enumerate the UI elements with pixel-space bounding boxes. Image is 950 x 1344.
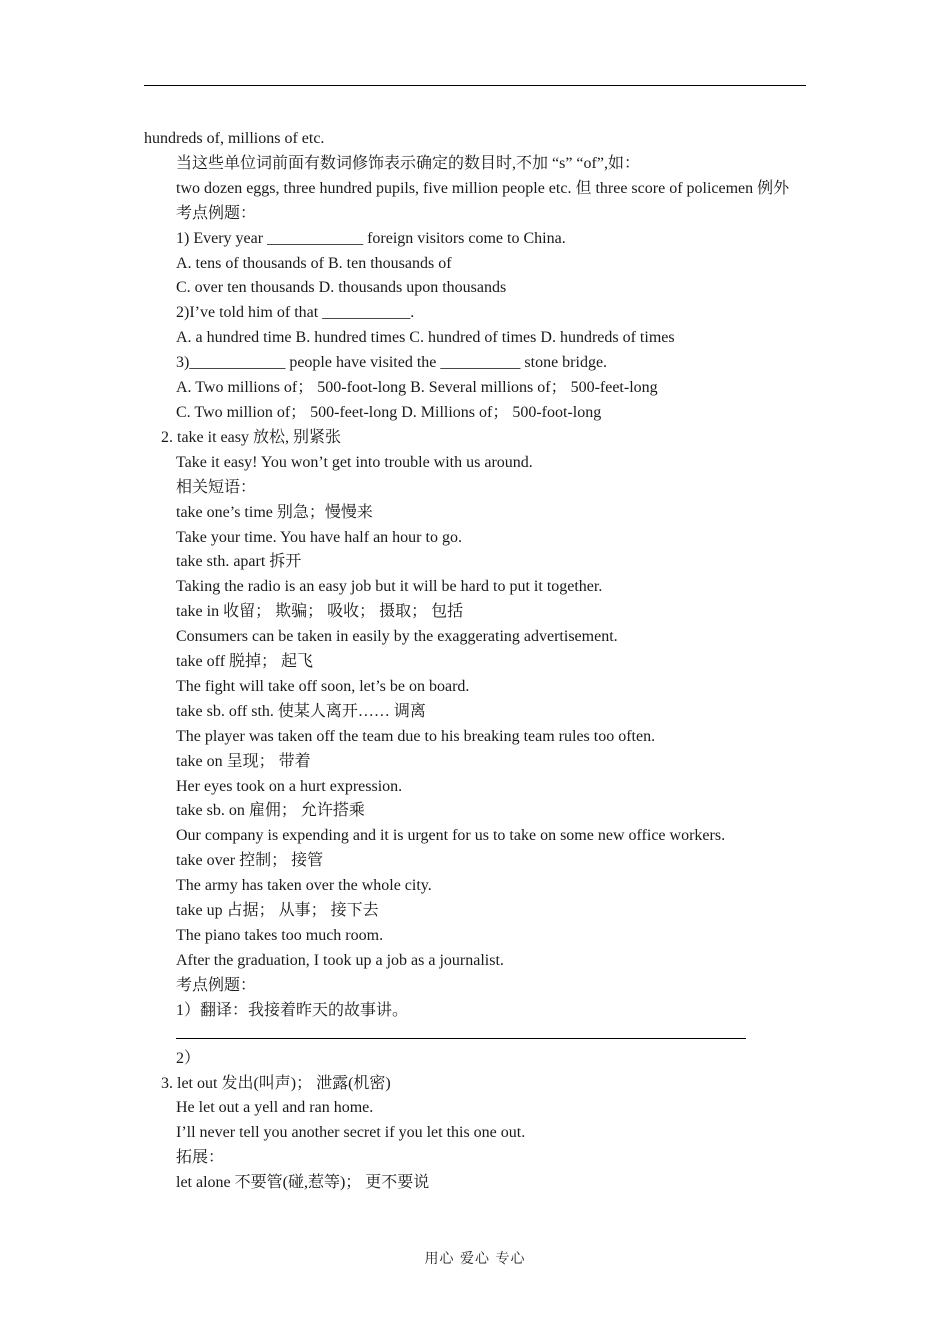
- example-sentence: Taking the radio is an easy job but it will be hard to put it together.: [176, 578, 603, 596]
- answer-options: A. a hundred time B. hundred times C. hundred of times D. hundreds of times: [176, 329, 675, 347]
- section-heading: 相关短语：: [176, 478, 257, 496]
- document-body: [144, 127, 808, 1196]
- phrase-entry: take sb. on 雇佣； 允许搭乘: [176, 802, 365, 820]
- answer-options: C. over ten thousands D. thousands upon thousands: [176, 279, 507, 297]
- example-sentence: Consumers can be taken in easily by the exaggerating advertisement.: [176, 628, 618, 646]
- question-text: 1）翻译：我接着昨天的故事讲。: [176, 1001, 409, 1019]
- text-line: hundreds of, millions of etc.: [144, 130, 325, 147]
- answer-blank-line: [176, 1024, 746, 1039]
- example-sentence: After the graduation, I took up a job as a journalist.: [176, 951, 504, 969]
- example-sentence: Take it easy! You won’t get into trouble with us around.: [176, 453, 533, 471]
- example-sentence: Our company is expending and it is urgent for us to take on some new office workers.: [176, 827, 726, 845]
- section-heading: 拓展：: [176, 1149, 225, 1167]
- header-rule: [144, 85, 806, 86]
- example-sentence: Her eyes took on a hurt expression.: [176, 777, 403, 795]
- example-sentence: Take your time. You have half an hour to go.: [176, 528, 462, 546]
- numbered-heading: 3. let out 发出(叫声)； 泄露(机密): [161, 1074, 391, 1092]
- section-heading: 考点例题：: [176, 976, 257, 994]
- section-heading: 考点例题：: [176, 204, 257, 222]
- answer-options: A. Two millions of； 500-foot-long B. Several millions of； 500-feet-long: [176, 379, 658, 397]
- answer-options: A. tens of thousands of B. ten thousands of: [176, 254, 452, 272]
- question-text: 1) Every year ____________ foreign visitors come to China.: [176, 229, 566, 247]
- phrase-entry: take in 收留； 欺骗； 吸收； 摄取； 包括: [176, 603, 464, 621]
- phrase-entry: take up 占据； 从事； 接下去: [176, 902, 379, 920]
- example-sentence: I’ll never tell you another secret if you let this one out.: [176, 1124, 526, 1142]
- answer-options: C. Two million of； 500-feet-long D. Millions of； 500-foot-long: [176, 403, 602, 421]
- example-sentence: The fight will take off soon, let’s be on board.: [176, 677, 470, 695]
- numbered-heading: 2. take it easy 放松, 别紧张: [161, 428, 341, 446]
- question-text: 3)____________ people have visited the __________ stone bridge.: [176, 354, 608, 372]
- example-sentence: The player was taken off the team due to his breaking team rules too often.: [176, 727, 656, 745]
- question-text: 2)I’ve told him of that ___________.: [176, 304, 415, 322]
- phrase-entry: take over 控制； 接管: [176, 852, 324, 870]
- example-sentence: He let out a yell and ran home.: [176, 1099, 374, 1117]
- question-text: 2）: [176, 1049, 201, 1067]
- page-footer: 用心 爱心 专心: [424, 1251, 526, 1267]
- example-sentence: The army has taken over the whole city.: [176, 877, 432, 895]
- example-sentence: The piano takes too much room.: [176, 927, 384, 944]
- text-line: two dozen eggs, three hundred pupils, five million people etc. 但 three score of policemen 例外: [176, 179, 790, 197]
- text-line: 当这些单位词前面有数词修饰表示确定的数目时,不加 “s” “of”,如：: [176, 154, 640, 172]
- phrase-entry: let alone 不要管(碰,惹等)； 更不要说: [176, 1174, 430, 1192]
- phrase-entry: take off 脱掉； 起飞: [176, 653, 314, 671]
- phrase-entry: take sb. off sth. 使某人离开…… 调离: [176, 702, 426, 720]
- phrase-entry: take on 呈现； 带着: [176, 752, 311, 770]
- phrase-entry: take one’s time 别急；慢慢来: [176, 503, 373, 521]
- phrase-entry: take sth. apart 拆开: [176, 553, 302, 571]
